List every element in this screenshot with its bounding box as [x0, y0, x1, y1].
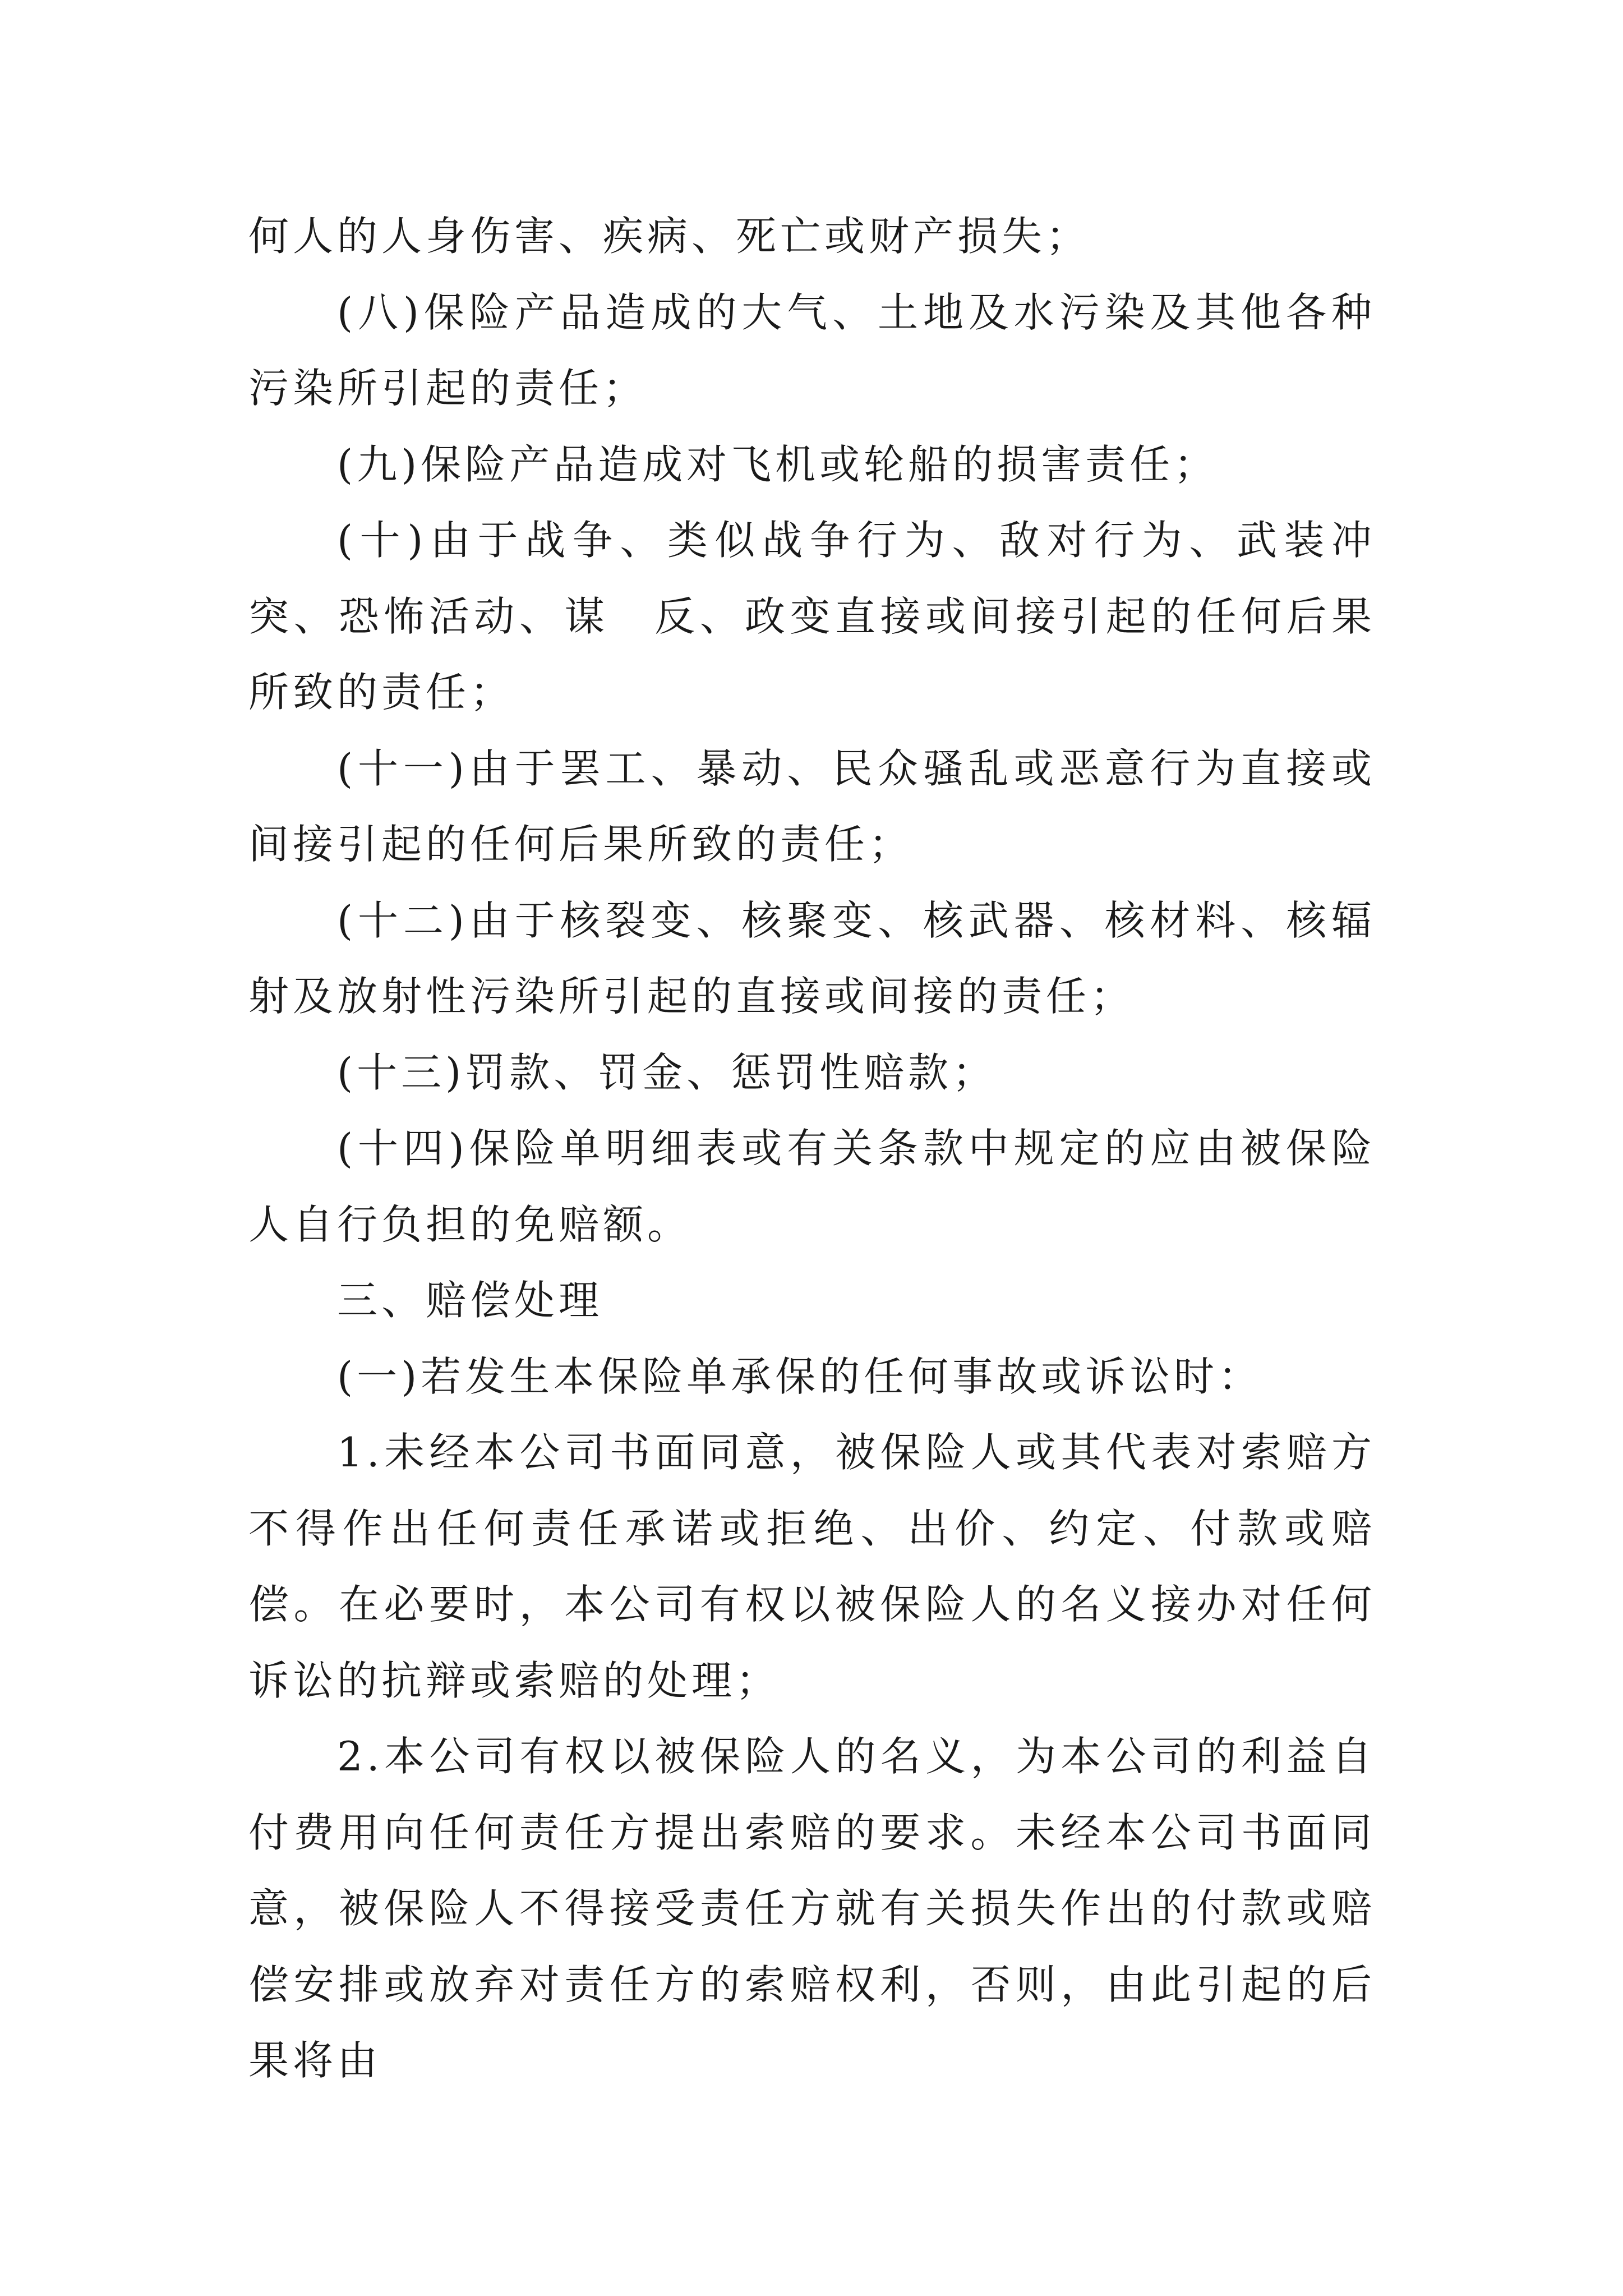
paragraph: 2.本公司有权以被保险人的名义，为本公司的利益自付费用向任何责任方提出索赔的要求。未经本公司书面同意，被保险人不得接受责任方就有关损失作出的付款或赔偿安排或放弃对责任方的索赔权利，否则，由此引起的后果将由	[248, 1733, 1376, 2084]
paragraph: (十一)由于罢工、暴动、民众骚乱或恶意行为直接或间接引起的任何后果所致的责任；	[248, 744, 1376, 868]
paragraph: (八)保险产品造成的大气、土地及水污染及其他各种污染所引起的责任；	[248, 288, 1376, 412]
paragraph: (一)若发生本保险单承保的任何事故或诉讼时：	[337, 1352, 1263, 1400]
paragraph: (九)保险产品造成对飞机或轮船的损害责任；	[337, 440, 1219, 488]
paragraph: (十)由于战争、类似战争行为、敌对行为、武装冲突、恐怖活动、谋 反、政变直接或间接引起的任何后果所致的责任；	[248, 517, 1376, 716]
paragraph: (十二)由于核裂变、核聚变、核武器、核材料、核辐射及放射性污染所引起的直接或间接的责任；	[248, 896, 1376, 1020]
document-body	[248, 199, 1376, 2099]
section-heading: 三、赔偿处理	[337, 1277, 603, 1324]
paragraph: 何人的人身伤害、疾病、死亡或财产损失；	[248, 213, 1091, 260]
paragraph: 1.未经本公司书面同意，被保险人或其代表对索赔方不得作出任何责任承诺或拒绝、出价、约定、付款或赔偿。在必要时，本公司有权以被保险人的名义接办对任何诉讼的抗辩或索赔的处理；	[248, 1429, 1376, 1704]
paragraph: (十三)罚款、罚金、惩罚性赔款；	[337, 1048, 997, 1096]
paragraph: (十四)保险单明细表或有关条款中规定的应由被保险人自行负担的免赔额。	[248, 1125, 1376, 1248]
